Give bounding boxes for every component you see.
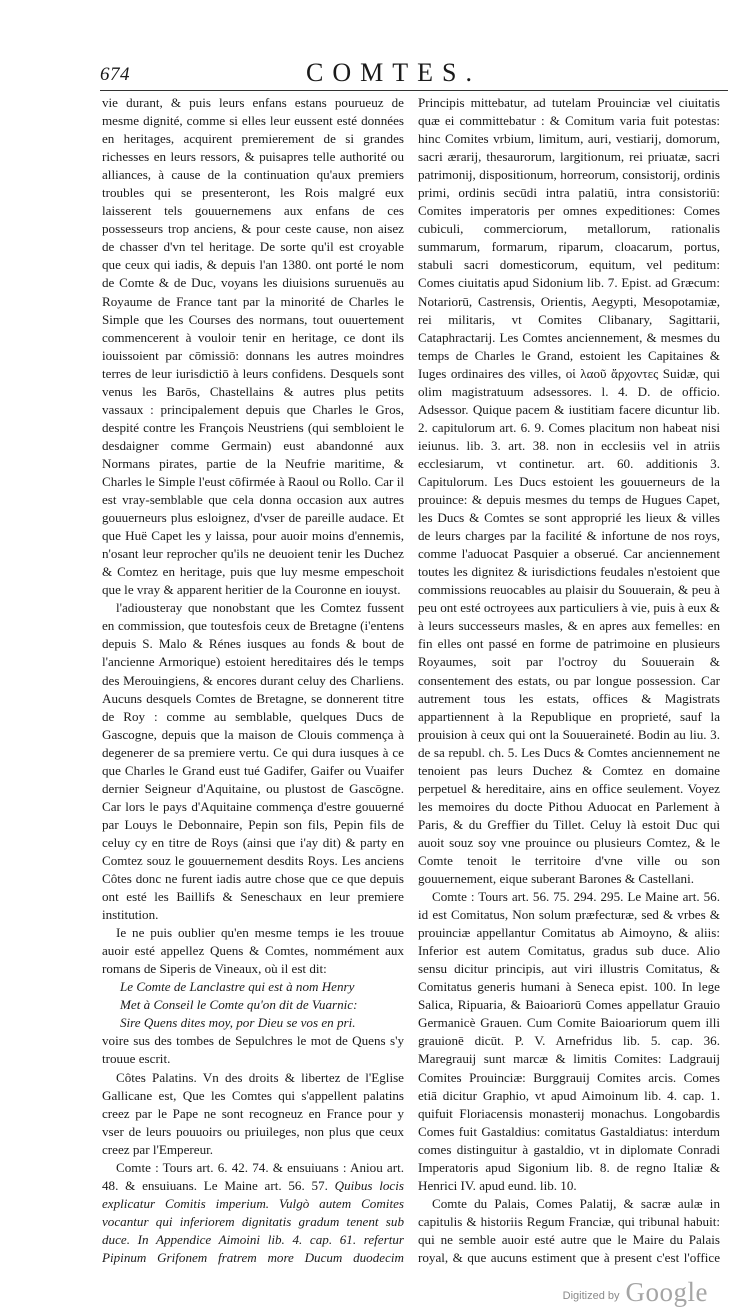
left-paragraph: Ie ne puis oublier qu'en mesme temps ie les trouue auoir esté appellez Quens & Comtes, nommément aux romans de Siperis de Vineaux, où il est dit:	[102, 925, 404, 977]
left-column	[102, 94, 404, 1269]
citation-text: Comte : Tours art. 6. 42. 74. & ensuiuans : Aniou art. 48. & ensuiuans. Le Maine art. 56. 57.	[102, 1159, 404, 1193]
left-paragraph: vie durant, & puis leurs enfans estans pourueuz de mesme dignité, comme si elles leur eussent esté données en heritages, acquirent premierement de si grandes richesses en leurs ressors, & puisapres telle authorité ou alliances, à cause de la continuation qu'aux premiers troubles qui se presenteront, les Rois malgré eux laisserent tels gouuernemens aux enfans de ces possesseurs trop anciens, & pour ceste cause, non aisez de chasser d'vn tel heritage. De sorte qu'il est croyable que ceux qui iadis, & depuis l'an 1380. ont porté le nom de Comte & de Duc, voyans les diuisions suruenuës au Royaume de France tant par la minorité de Charles le Simple que les Courses des normans, tout ouuertement commencerent à vouloir tenir en heritage, ce dont ils iouissoient par cōmissiō: donnans les autres moindres terres de leur iurisdictiō à leurs confidens. Desquels sont venus les Barōs, Chastellains & autres plus petits vassaux : principalement depuis que Charles le Gros, despité contre les François Neustriens (qui sembloient le desdaigner comme Germain) eust abandonné aux Normans pirates, partie de la Neufrie maritime, & Charles le Simple l'eust cōfirmée à Raoul ou Rollo. Car il est vray-semblable que cela donna occasion aux autres gouuerneurs plus esloignez, d'vser de pareille audace. Et que Huë Capet les y laissa, pour auoir moins d'ennemis, n'osant leur reprocher qu'ils ne deuoient tenir les Duchez & Comtez en heritage, puis que luy mesme empeschoit que le vray & apparent heritier de la Couronne en iouyst.	[102, 95, 404, 598]
verse-line: Sire Quens dites moy, por Dieu se vos en pri.	[120, 1015, 356, 1031]
latin-text: Quibus locis explicatur Comitis imperium. Vulgò autem Comites vocantur qui inferiorem dignitatis gradum tenent sub duce. In Appendice Aimoini lib. 4. cap. 61. refertur Pipinum Grifonem fratrem more Ducum duodecim	[102, 1177, 404, 1265]
right-paragraph: Comte du Palais, Comes Palatij, & sacræ aulæ in capitulis & historiis Regum Franciæ, qui tribunal habuit: qui ne semble auoir esté autre que le Maire du Palais royal, & que aucuns estiment que à present c'est l'office	[418, 1195, 720, 1265]
verse-line: Met à Conseil le Comte qu'on dit de Vuarnic:	[120, 997, 358, 1013]
running-title: COMTES.	[306, 58, 481, 87]
left-paragraph: Côtes Palatins. Vn des droits & libertez de l'Eglise Gallicane est, Que les Comtes qui s'appellent palatins creez par le Pape ne sont recogneuz en France pour y vser de leurs pouuoirs ou priuileges, non plus que ceux creez par l'Empereur.	[102, 1069, 404, 1157]
verse-line: Le Comte de Lanclastre qui est à nom Henry	[120, 979, 355, 995]
left-paragraph-citation	[102, 1159, 404, 1269]
digitized-by-label: Digitized by	[562, 1290, 620, 1302]
page-number: 674	[100, 64, 130, 85]
left-paragraph: l'adiousteray que nonobstant que les Comtez fussent en commission, que toutesfois ceux de Bretagne (i'entens depuis S. Malo & Rénes iusques au fonds & bout de l'ancienne Armorique) estoient hereditaires dés le temps des Merouingiens, & encores durant celuy des Charliens. Aucuns desquels Comtes de Bretagne, se donnerent titre de Roy : comme au semblable, quelques Ducs de Gascogne, depuis que la maison de Clouis commença à degenerer de sa premiere vertu. Ce qui dura iusques à ce que Charles le Grand eust tué Gadifer, Gaifer ou Vuaifer dernier Seigneur d'Aquitaine, ou plustost de Gascōgne. Car lors le pays d'Aquitaine commença d'estre gouuerné par Louys le Debonnaire, Pepin son fils, Pepin fils de celuy cy en titre de Roys (ainsi que i'ay dit) & party en Comtez souz le gouuernement desdits Roys. Les anciens Côtes donc ne furent iadis autre chose que ce que depuis ont esté les Baillifs & Seneschaux en leur premiere institution.	[102, 600, 404, 923]
right-paragraph: Comte : Tours art. 56. 75. 294. 295. Le Maine art. 56. id est Comitatus, Non solum præfecturæ, sed & vrbes & prouinciæ appellantur Comitatus ab Aimoyno, & aliis: Inferior est autem Comitatus, gradus sub duce. Alio sensu dicitur principis, aut viri illustris Comitatus, & Comitatus generis humani à Seneca epist. 100. In lege Salica, Ripuaria, & Baioariorū Comes appellatur Grauio Germanicè Grauen. Cum Comite Baioariorum quem illi grauionē dicūt. P. V. Arnefridus lib. 5. cap. 36. Maregrauij sunt marcæ & limitis Comites: Ladgrauij Comites Prouinciæ: Burggrauij Comites arcis. Comes etiā dicitur Graphio, vt apud Aimoinum lib. 4. cap. 1. quifuit Floriacensis monasterij monachus. Longobardis Comes fuit Gastaldius: comitatus Gastaldiatus: interdum comes distinguitur à gastaldio, vt in diplomate Conradi Imperatoris apud Sigonium lib. 8. de regno Italiæ & Henrici IV. apud eund. lib. 10.	[418, 889, 720, 1193]
right-column	[418, 94, 720, 1269]
header-rule	[100, 90, 728, 91]
page-header	[0, 58, 747, 90]
google-logo: Google	[625, 1277, 708, 1307]
right-paragraph: Principis mittebatur, ad tutelam Prouinciæ vel ciuitatis quæ ei committebatur : & Comitum varia fuit potestas: hinc Comites vrbium, limitum, auri, vestiarij, domorum, sacri ærarij, thesaurorum, largitionum, rei priuatæ, sacri patrimonij, dispositionum, horreorum, consistorij, ordinis primi, ordinis secūdi intra palatiū, intra consistoriū: Comites imperatoris per omnes expeditiones: Comes cubiculi, commerciorum, metallorum, rationalis summarum, formarum, riparum, cloacarum, portus, stabuli sacri domesticorum, equitum, vel peditum: Comes ciuitatis apud Sidonium lib. 7. Epist. ad Græcum: Notariorū, Castrensis, Orientis, Aegypti, Mesopotamiæ, rei militaris, vt Comites Clibanary, Sagittarii, Cataphractarij. Les Comtes anciennement, & mesmes du temps de Charles le Grand, estoient les Capitaines & Iuges ordinaires des villes, οἱ λαοῦ ἄρχοντες Suidæ, qui olim magistratuum adsessores. l. 4. D. de officio. Adsessor. Quique pacem & iustitiam facere dicuntur lib. 2. capitulorum art. 6. 9. Comes placitum non habeat nisi ieiunus. lib. 3. art. 38. non in ecclesiis vel in atriis ecclesiarum, vt continetur. art. 60. additionis 3. Capitulorum. Les Ducs estoient les gouuerneurs de la prouince: & depuis mesmes du temps de Hugues Capet, les Ducs & Comtes se sont approprié les lieux & villes de leurs charges par la facilité & infortune de nos roys, comme l'aduocat Pasquier a obserué. Car anciennement toutes les dignitez & iurisdictions feudales n'estoient que commissions reuocables au plaisir du Souuerain, & peu à peu ont esté octroyees aux particuliers à vie, puis à eux & à leurs successeurs masles, & en apres aux femelles: en fin elles ont passé en forme de patrimoine en plusieurs Royaumes, soit par l'octroy du Souuerain & consentement des estats, ou par longue possession. Car autrement tous les estats, offices & Magistrats appartiennent à la Republique en proprieté, sauf la prouision à ceux qui ont la Souueraineté. Bodin au liu. 3. de sa republ. ch. 5. Les Ducs & Comtes anciennement ne tenoient pas leurs Duchez & Comtez en domaine perpetuel & hereditaire, ains en office seulement. Voyez les memoires du docte Pithou Aduocat en Parlement à Paris, & du Greffier du Tillet. Celuy là estoit Duc qui auoit souz soy vne prouince ou plusieurs Comtez, & le Comte tenoit le territoire d'vne ville ou son gouuernement, eique suberant Barones & Castellani.	[418, 95, 720, 887]
digitizer-watermark	[448, 1278, 708, 1308]
left-paragraph: voire sus des tombes de Sepulchres le mot de Quens s'y trouue escrit.	[102, 1033, 404, 1067]
